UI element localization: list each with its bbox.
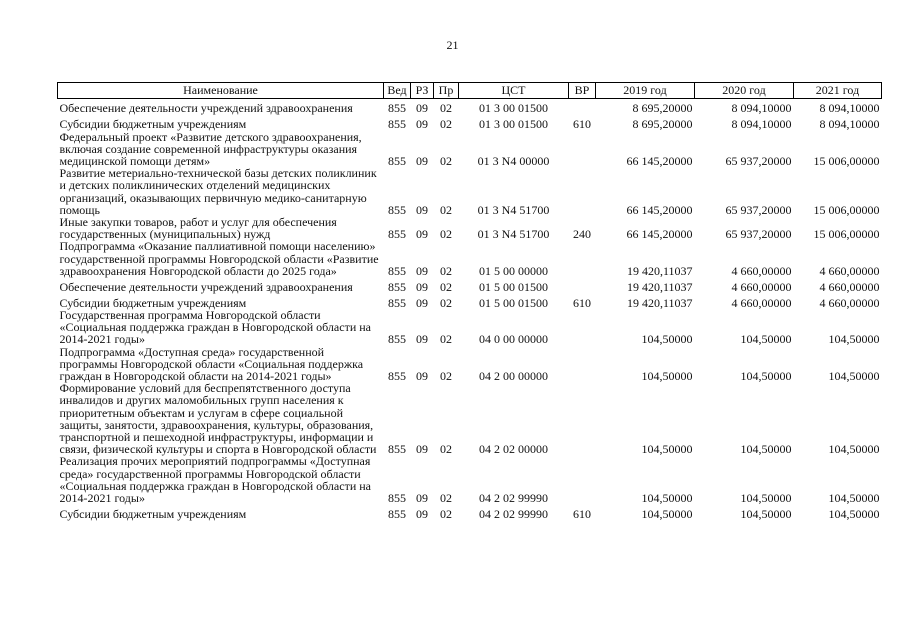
row-ved: 855 (388, 490, 406, 505)
row-ved: 855 (388, 295, 406, 310)
row-2020: 104,50000 (740, 332, 792, 347)
row-2019: 19 420,11037 (626, 279, 693, 294)
row-2019: 104,50000 (641, 368, 693, 383)
budget-table (57, 82, 882, 520)
row-ved: 855 (388, 153, 406, 168)
row-2020: 65 937,20000 (725, 153, 792, 168)
row-2020: 8 094,10000 (731, 117, 792, 132)
table-row (58, 346, 882, 383)
row-name: Обеспечение деятельности учреждений здравоохранения (59, 279, 353, 294)
row-name: Обеспечение деятельности учреждений здравоохранения (59, 101, 353, 116)
row-pr: 02 (440, 368, 452, 383)
table-row (58, 504, 882, 520)
row-cst: 01 5 00 01500 (479, 279, 548, 294)
table-row (58, 115, 882, 131)
row-2021: 4 660,00000 (819, 263, 880, 278)
row-2021: 104,50000 (828, 442, 880, 457)
row-rz: 09 (416, 202, 428, 217)
row-cst: 01 3 N4 51700 (477, 227, 550, 242)
row-vr: 610 (573, 295, 591, 310)
table-row (58, 240, 882, 277)
row-2019: 104,50000 (641, 332, 693, 347)
table-row (58, 455, 882, 504)
row-rz: 09 (416, 506, 428, 521)
row-pr: 02 (440, 227, 452, 242)
row-pr: 02 (440, 117, 452, 132)
row-pr: 02 (440, 295, 452, 310)
row-name: Субсидии бюджетным учреждениям (59, 506, 247, 521)
row-vr (569, 309, 596, 346)
row-2021: 4 660,00000 (819, 295, 880, 310)
row-vr (569, 240, 596, 277)
row-2020: 8 094,10000 (731, 101, 792, 116)
row-cst: 01 3 N4 00000 (477, 153, 550, 168)
row-2021: 8 094,10000 (819, 101, 880, 116)
row-2020: 65 937,20000 (725, 227, 792, 242)
header-pr: Пр (434, 83, 459, 99)
row-vr (569, 99, 596, 115)
row-vr (569, 167, 596, 216)
header-2019: 2019 год (596, 83, 695, 99)
table-row (58, 277, 882, 293)
row-2021: 104,50000 (828, 506, 880, 521)
row-ved: 855 (388, 368, 406, 383)
row-2019: 19 420,11037 (626, 295, 693, 310)
header-ved: Вед (384, 83, 411, 99)
row-2019: 104,50000 (641, 506, 693, 521)
row-cst: 04 0 00 00000 (479, 332, 548, 347)
row-ved: 855 (388, 506, 406, 521)
header-2021: 2021 год (794, 83, 882, 99)
row-2021: 8 094,10000 (819, 117, 880, 132)
row-2020: 65 937,20000 (725, 202, 792, 217)
row-pr: 02 (440, 101, 452, 116)
row-rz: 09 (416, 153, 428, 168)
row-pr: 02 (440, 153, 452, 168)
row-pr: 02 (440, 202, 452, 217)
row-2021: 4 660,00000 (819, 279, 880, 294)
row-2020: 104,50000 (740, 506, 792, 521)
row-2020: 104,50000 (740, 490, 792, 505)
row-name: Государственная программа Новгородской области «Социальная поддержка граждан в Новгородской области на 2014-2021 годы» (59, 307, 371, 347)
row-2019: 104,50000 (641, 490, 693, 505)
row-pr: 02 (440, 442, 452, 457)
row-ved: 855 (388, 279, 406, 294)
table-row (58, 309, 882, 346)
row-cst: 04 2 00 00000 (479, 368, 548, 383)
row-rz: 09 (416, 368, 428, 383)
row-vr (569, 277, 596, 293)
row-rz: 09 (416, 101, 428, 116)
row-2020: 4 660,00000 (731, 279, 792, 294)
header-cst: ЦСТ (459, 83, 569, 99)
row-ved: 855 (388, 117, 406, 132)
row-pr: 02 (440, 506, 452, 521)
table-row (58, 131, 882, 168)
row-vr (569, 382, 596, 455)
row-name: Субсидии бюджетным учреждениям (59, 295, 247, 310)
row-rz: 09 (416, 490, 428, 505)
table-row (58, 293, 882, 309)
row-rz: 09 (416, 263, 428, 278)
row-name: Федеральный проект «Развитие детского здравоохранения, включая создание современной инфраструктуры оказания медицинской помощи детям» (59, 129, 362, 168)
row-2021: 104,50000 (828, 490, 880, 505)
row-2019: 66 145,20000 (626, 227, 693, 242)
row-2021: 15 006,00000 (813, 227, 880, 242)
row-name: Реализация прочих мероприятий подпрограммы «Доступная среда» государственной программы Новгородской области «Социальная поддержка граждан в Новгородской области на 2014-2021 годы» (59, 454, 371, 505)
row-vr: 610 (573, 506, 591, 521)
row-pr: 02 (440, 332, 452, 347)
row-rz: 09 (416, 295, 428, 310)
row-2020: 4 660,00000 (731, 295, 792, 310)
row-name: Развитие метериально-технической базы детских поликлиник и детских поликлинических отделений медицинских организаций, оказывающих первичную медико-санитарную помощь (59, 166, 377, 217)
row-vr (569, 455, 596, 504)
row-name: Подпрограмма «Доступная среда» государственной программы Новгородской области «Социальная поддержка граждан в Новгородской области на 2014-2021 годы» (59, 344, 364, 383)
header-name: Наименование (58, 83, 384, 99)
row-name: Иные закупки товаров, работ и услуг для обеспечения государственных (муниципальных) нужд (59, 214, 337, 242)
row-ved: 855 (388, 202, 406, 217)
row-cst: 04 2 02 99990 (479, 506, 548, 521)
row-vr (569, 346, 596, 383)
row-cst: 04 2 02 00000 (479, 442, 548, 457)
row-vr: 240 (573, 227, 591, 242)
row-pr: 02 (440, 279, 452, 294)
row-2020: 104,50000 (740, 442, 792, 457)
row-2019: 66 145,20000 (626, 153, 693, 168)
row-2021: 104,50000 (828, 368, 880, 383)
row-vr (569, 131, 596, 168)
header-vr: ВР (569, 83, 596, 99)
row-cst: 01 3 00 01500 (479, 117, 548, 132)
table-header-row (58, 83, 882, 99)
row-vr: 610 (573, 117, 591, 132)
row-name: Подпрограмма «Оказание паллиативной помощи населению» государственной программы Новгородской области «Развитие здравоохранения Новгородской области до 2025 года» (59, 239, 379, 278)
row-name: Субсидии бюджетным учреждениям (59, 117, 247, 132)
row-2019: 8 695,20000 (632, 101, 693, 116)
header-rz: РЗ (411, 83, 434, 99)
row-rz: 09 (416, 279, 428, 294)
table-row (58, 382, 882, 455)
row-2021: 104,50000 (828, 332, 880, 347)
row-rz: 09 (416, 117, 428, 132)
row-name: Формирование условий для беспрепятственного доступа инвалидов и других маломобильных групп населения к приоритетным объектам и услугам в сфере социальной защиты, занятости, здравоохранения, культуры, образования, транспортной и пешеходной инфраструктуры, информации и связи, физической культуры и спорта в Новгородской области (59, 381, 377, 457)
row-2020: 4 660,00000 (731, 263, 792, 278)
row-2021: 15 006,00000 (813, 153, 880, 168)
row-cst: 01 5 00 00000 (479, 263, 548, 278)
row-2020: 104,50000 (740, 368, 792, 383)
page-number: 21 (446, 38, 459, 52)
row-cst: 01 5 00 01500 (479, 295, 548, 310)
row-ved: 855 (388, 442, 406, 457)
row-ved: 855 (388, 101, 406, 116)
row-pr: 02 (440, 490, 452, 505)
row-rz: 09 (416, 442, 428, 457)
row-2019: 104,50000 (641, 442, 693, 457)
row-ved: 855 (388, 332, 406, 347)
row-cst: 01 3 N4 51700 (477, 202, 550, 217)
row-2019: 19 420,11037 (626, 263, 693, 278)
row-cst: 04 2 02 99990 (479, 490, 548, 505)
table-row (58, 216, 882, 240)
row-rz: 09 (416, 332, 428, 347)
row-2019: 8 695,20000 (632, 117, 693, 132)
row-ved: 855 (388, 227, 406, 242)
table-row (58, 167, 882, 216)
row-2019: 66 145,20000 (626, 202, 693, 217)
row-rz: 09 (416, 227, 428, 242)
header-2020: 2020 год (695, 83, 794, 99)
row-pr: 02 (440, 263, 452, 278)
row-cst: 01 3 00 01500 (479, 101, 548, 116)
row-ved: 855 (388, 263, 406, 278)
table-row (58, 99, 882, 115)
row-2021: 15 006,00000 (813, 202, 880, 217)
